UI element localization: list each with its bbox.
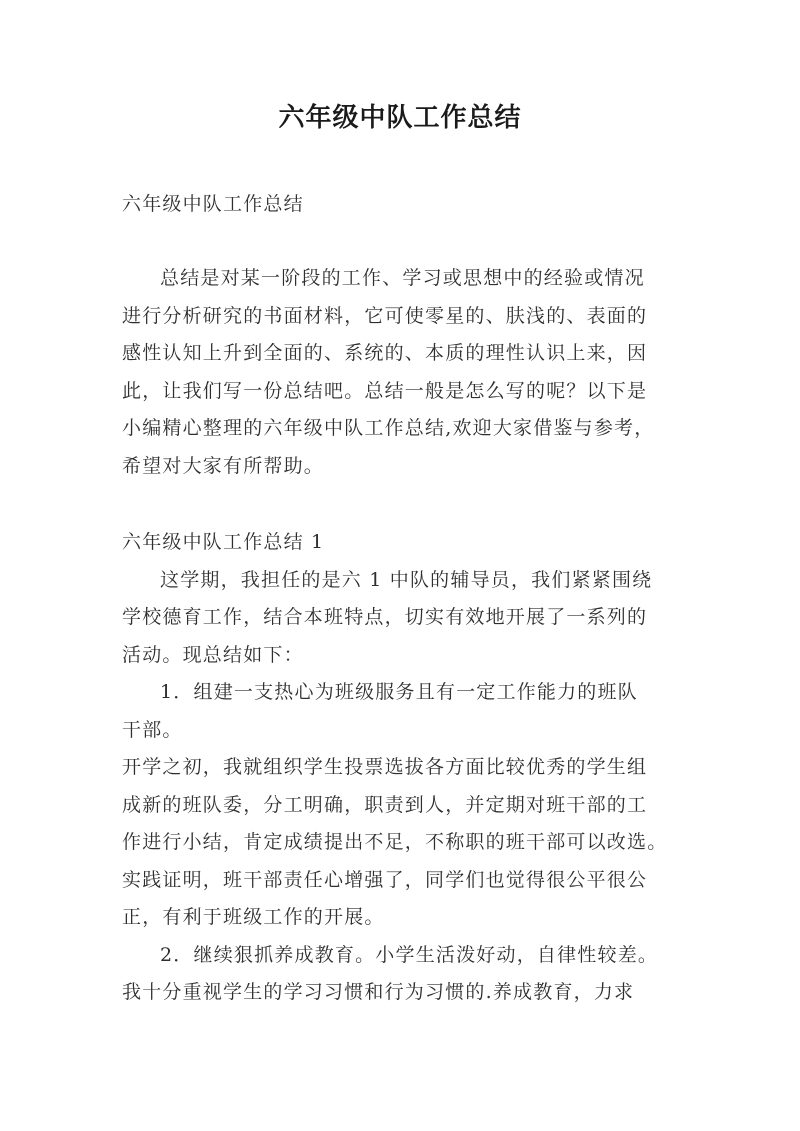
subtitle-line: 六年级中队工作总结 xyxy=(122,193,304,215)
paragraph-line: 总结是对某一阶段的工作、学习或思想中的经验或情况 xyxy=(160,267,645,289)
paragraph-line: 成新的班队委，分工明确，职责到人，并定期对班干部的工 xyxy=(122,794,648,816)
paragraph-line: 学校德育工作，结合本班特点，切实有效地开展了一系列的 xyxy=(122,606,648,628)
paragraph-line: 这学期，我担任的是六 1 中队的辅导员，我们紧紧围绕 xyxy=(160,569,653,591)
paragraph-line: 干部。 xyxy=(122,719,183,741)
paragraph-line: 作进行小结，肯定成绩提出不足，不称职的班干部可以改选。 xyxy=(122,831,668,853)
paragraph-line: 我十分重视学生的学习习惯和行为习惯的.养成教育，力求 xyxy=(122,981,635,1003)
paragraph-line: 此，让我们写一份总结吧。总结一般是怎么写的呢？以下是 xyxy=(122,380,648,402)
paragraph-line: 希望对大家有所帮助。 xyxy=(122,455,325,477)
paragraph-line: 开学之初，我就组织学生投票选拔各方面比较优秀的学生组 xyxy=(122,756,648,778)
paragraph-line: 感性认知上升到全面的、系统的、本质的理性认识上来，因 xyxy=(122,342,648,364)
document-title: 六年级中队工作总结 xyxy=(278,103,522,133)
paragraph-line: 小编精心整理的六年级中队工作总结,欢迎大家借鉴与参考， xyxy=(122,417,655,439)
paragraph-line: 进行分析研究的书面材料，它可使零星的、肤浅的、表面的 xyxy=(122,305,648,327)
list-item-heading: 2．继续狠抓养成教育。小学生活泼好动，自律性较差。 xyxy=(160,944,659,966)
section-heading: 六年级中队工作总结 1 xyxy=(122,531,325,553)
paragraph-line: 实践证明，班干部责任心增强了，同学们也觉得很公平很公 xyxy=(122,869,648,891)
list-item-heading: 1．组建一支热心为班级服务且有一定工作能力的班队 xyxy=(160,681,638,703)
paragraph-line: 正，有利于班级工作的开展。 xyxy=(122,906,385,928)
paragraph-line: 活动。现总结如下： xyxy=(122,644,304,666)
